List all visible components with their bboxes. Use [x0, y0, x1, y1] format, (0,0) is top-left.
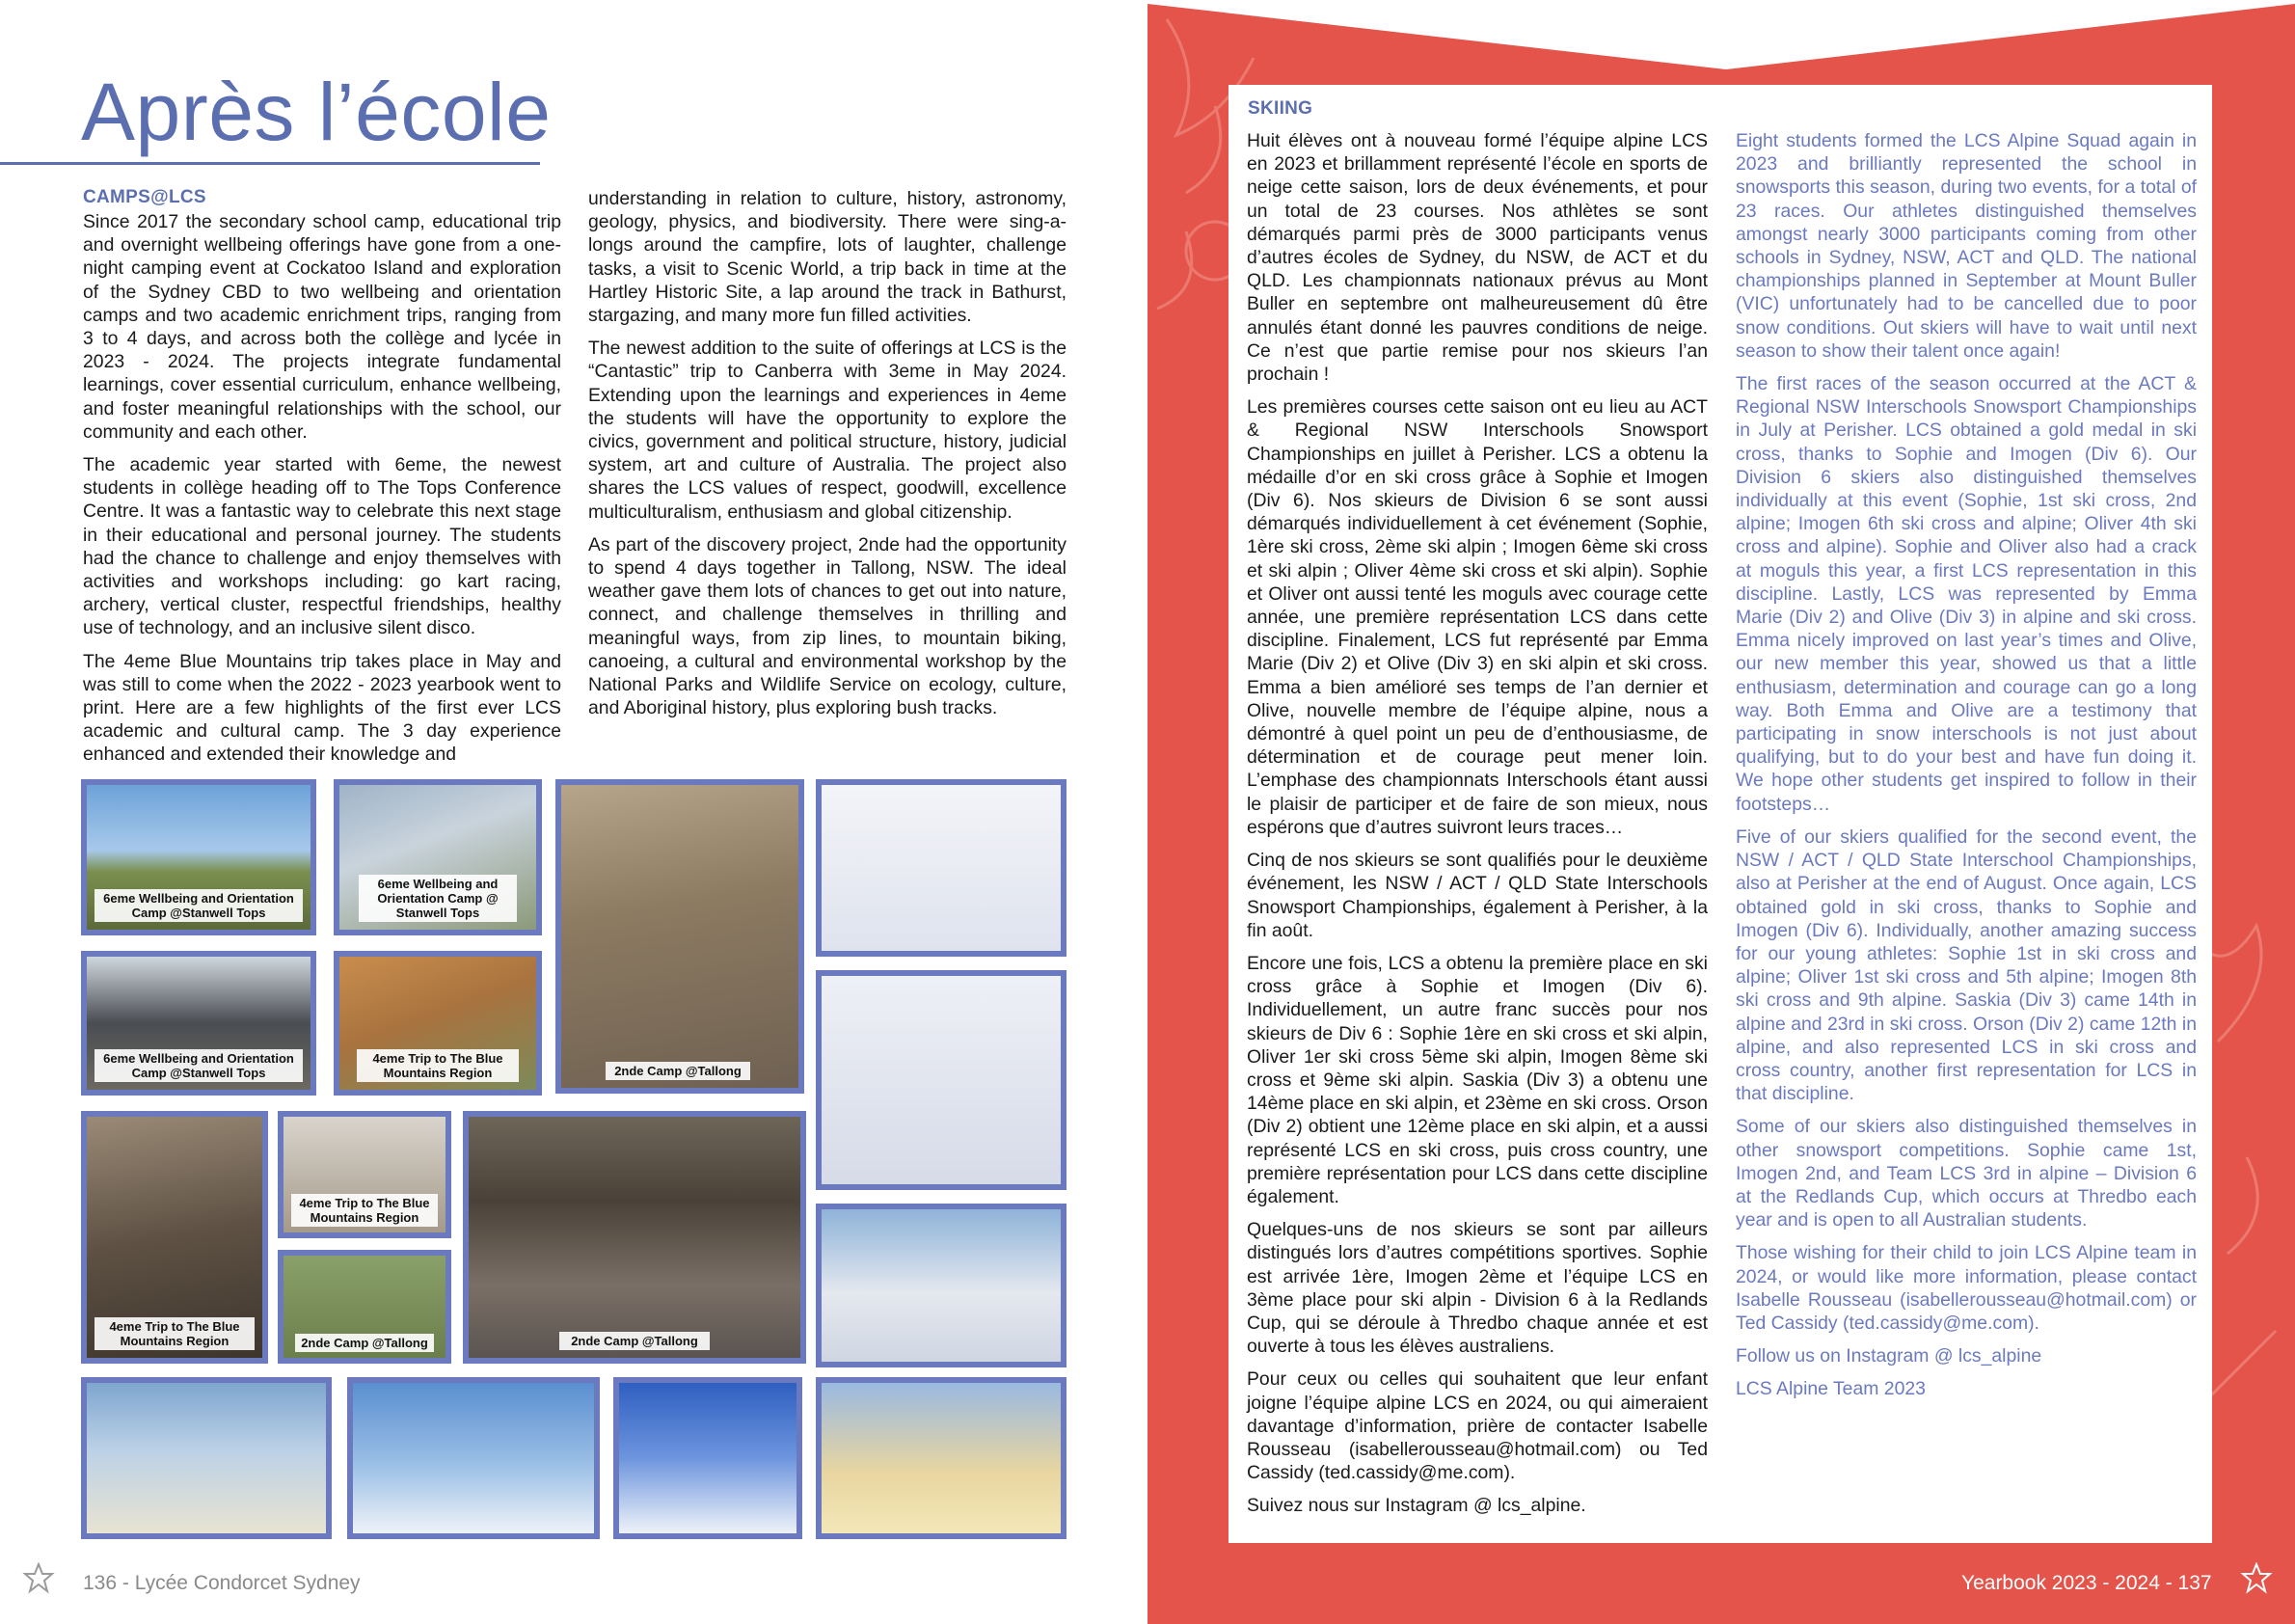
ski-photo — [816, 1377, 1066, 1539]
camp-photo — [278, 1111, 451, 1238]
lcs-emblem-icon — [2239, 1562, 2274, 1597]
skiing-section-title: SKIING — [1248, 98, 1313, 119]
photo-caption: 4eme Trip to The Blue Mountains Region — [357, 1049, 519, 1082]
ski-photo — [816, 970, 1066, 1190]
photo-caption: 6eme Wellbeing and Orientation Camp @Stanwell Tops — [94, 889, 303, 922]
title-underline — [0, 162, 540, 165]
page-footer: Yearbook 2023 - 2024 - 137 — [1961, 1572, 2212, 1594]
camp-photo — [463, 1111, 806, 1364]
camp-photo — [81, 1111, 268, 1364]
camps-paragraph: understanding in relation to culture, history, astronomy, geology, physics, and biodiversity. There were sing-a-longs around the campfire, lots of laughter, challenge tasks, a visit to Scenic World, a trip back in time at the Hartley Historic Site, a lap around the track in Bathurst, stargazing, and many more fun filled activities. — [588, 188, 1066, 327]
page-footer: 136 - Lycée Condorcet Sydney — [83, 1572, 361, 1594]
skiing-paragraph-fr: Cinq de nos skieurs se sont qualifiés pour le deuxième événement, les NSW / ACT / QLD State Interschools Snowsport Championships, également à Perisher, à la fin août. — [1247, 850, 1708, 941]
camp-photo — [81, 779, 316, 935]
camps-paragraph: Since 2017 the secondary school camp, educational trip and overnight wellbeing offerings have gone from a one-night camping event at Cockatoo Island and exploration of the Sydney CBD to two wellbeing and orientation camps and two academic enrichment trips, ranging from 3 to 4 days, and across both the collège and lycée in 2023 - 2024. The projects integrate fundamental learnings, cover essential curriculum, enhance wellbeing, and foster meaningful relationships with the school, our community and each other. — [83, 211, 561, 443]
camps-paragraph: The 4eme Blue Mountains trip takes place in May and was still to come when the 2022 - 2023 yearbook went to print. Here are a few highlights of the first ever LCS academic and cultural camp. The 3 day experience enhanced and extended their knowledge and — [83, 650, 561, 766]
skiing-column-french — [1247, 129, 1708, 1528]
camps-paragraph: The newest addition to the suite of offerings at LCS is the “Cantastic” trip to Canberra with 3eme in May 2024. Extending upon the learnings and experiences in 4eme the students will have the opportunity to explore the civics, government and political structure, history, judicial system, art and culture of Australia. The project also shares the LCS values of respect, goodwill, excellence multiculturalism, enthusiasm and global citizenship. — [588, 338, 1066, 523]
photo-caption: 2nde Camp @Tallong — [295, 1334, 434, 1352]
skiing-paragraph-en: The first races of the season occurred at the ACT & Regional NSW Interschools Snowsport Championships in July at Perisher. LCS obtained a gold medal in ski cross, thanks to Sophie and Imogen (Div 6). Our Division 6 skiers also distinguished themselves individually at this event (Sophie, 1st ski cross, 2nd alpine; Imogen 6th ski cross and alpine; Oliver 4th ski cross and alpine). Sophie and Oliver also had a crack at moguls this year, a first LCS representation in this discipline. Lastly, LCS was represented by Emma Marie (Div 2) and Olive (Div 3) in alpine and ski cross. Emma nicely improved on last year’s times and Olive, our new member this year, showed us that a little enthusiasm, determination and courage can go a long way. Both Emma and Olive are a testimony that participating in snow interschools is not just about qualifying, but to do your best and have fun doing it. We hope other students get inspired to follow in their footsteps… — [1736, 373, 2197, 815]
lcs-emblem-icon — [21, 1562, 56, 1597]
camps-paragraph: The academic year started with 6eme, the newest students in collège heading off to The Tops Conference Centre. It was a fantastic way to celebrate this next stage in their educational and personal journey. The students had the chance to challenge and enjoy themselves with activities and workshops including: go kart racing, archery, vertical cluster, respectful friendships, healthy use of technology, and an inclusive silent disco. — [83, 454, 561, 639]
ski-photo — [613, 1377, 802, 1539]
ski-photo — [816, 1204, 1066, 1367]
skiing-paragraph-en: Eight students formed the LCS Alpine Squad again in 2023 and brilliantly represented the school in snowsports this season, during two events, for a total of 23 races. Our athletes distinguished themselves amongst nearly 3000 participants coming from other schools in Sydney, NSW, ACT and QLD. The national championships planned in September at Mount Buller (VIC) unfortunately had to be cancelled due to poor snow conditions. Out skiers will have to wait until next season to show their talent once again! — [1736, 130, 2197, 362]
skiing-paragraph-fr: Les premières courses cette saison ont eu lieu au ACT & Regional NSW Interschools Snowsport Championships en juillet à Perisher. LCS a obtenu la médaille d’or en ski cross grâce à Sophie et Imogen (Div 6). Nos skieurs de Division 6 se sont aussi démarqués individuellement à cet événement (Sophie, 1ère ski cross, 2ème ski alpin ; Imogen 6ème ski cross et ski alpin ; Oliver 4ème ski cross et ski alpin). Sophie et Oliver ont aussi tenté les moguls avec courage cette année, une première représentation LCS dans cette discipline. Finalement, LCS fut représenté par Emma Marie (Div 2) et Olive (Div 3) en ski alpin et ski cross. Emma a bien amélioré ses temps de l’an dernier et Olive, nouvelle membre de l’équipe alpine, nous a démontré à quel point un peu de d’enthousiasme, de détermination et de courage peut mener loin. L’emphase des championnats Interschools étant aussi le plaisir de participer et de faire de son mieux, nous espérons que d’autres suivront leurs traces… — [1247, 396, 1708, 838]
camps-column-2 — [588, 187, 1066, 729]
photo-caption: 4eme Trip to The Blue Mountains Region — [291, 1194, 438, 1227]
camp-photo — [555, 779, 804, 1094]
ski-photo — [347, 1377, 600, 1539]
skiing-column-english — [1736, 129, 2197, 1411]
ski-photo — [81, 1377, 332, 1539]
photo-caption: 4eme Trip to The Blue Mountains Region — [94, 1317, 255, 1350]
camp-photo — [278, 1250, 451, 1364]
ski-photo — [816, 779, 1066, 957]
camps-paragraph: As part of the discovery project, 2nde had the opportunity to spend 4 days together in Tallong, NSW. The ideal weather gave them lots of chances to get out into nature, connect, and challenge themselves in thrilling and meaningful ways, from zip lines, to mountain biking, canoeing, a cultural and environmental workshop by the National Parks and Wildlife Service on ecology, culture, and Aboriginal history, plus exploring bush tracks. — [588, 533, 1066, 719]
camp-photo — [334, 951, 542, 1096]
photo-caption: 6eme Wellbeing and Orientation Camp @ Stanwell Tops — [359, 875, 517, 922]
page-title: Après l’école — [81, 67, 552, 157]
photo-caption: 6eme Wellbeing and Orientation Camp @Stanwell Tops — [94, 1049, 303, 1082]
camps-column-1 — [83, 210, 561, 776]
skiing-paragraph-en: Some of our skiers also distinguished themselves in other snowsport competitions. Sophie came 1st, Imogen 2nd, and Team LCS 3rd in alpine – Division 6 at the Redlands Cup, which occurs at Thredbo each year and is open to all Australian students. — [1736, 1116, 2197, 1232]
skiing-paragraph-fr: Quelques-uns de nos skieurs se sont par ailleurs distingués lors d’autres compétitions sportives. Sophie est arrivée 1ère, Imogen 2ème et l’équipe LCS en 3ème place pour ski alpin - Division 6 à la Redlands Cup, qui se déroule à Thredbo chaque année et est ouverte à tous les élèves australiens. — [1247, 1219, 1708, 1358]
camp-photo — [81, 951, 316, 1096]
skiing-paragraph-fr: Suivez nous sur Instagram @ lcs_alpine. — [1247, 1495, 1586, 1517]
skiing-paragraph-en: Those wishing for their child to join LCS Alpine team in 2024, or would like more information, please contact Isabelle Rousseau (isabellerousseau@hotmail.com) or Ted Cassidy (ted.cassidy@me.com). — [1736, 1242, 2197, 1334]
skiing-paragraph-fr: Huit élèves ont à nouveau formé l’équipe alpine LCS en 2023 et brillamment représenté l’école en sports de neige cette saison, lors de deux événements, et pour un total de 23 courses. Nos athlètes se sont démarqués parmi près de 3000 participants venus d’autres écoles de Sydney, du NSW, de ACT et du QLD. Les championnats nationaux prévus au Mont Buller en septembre ont malheureusement dû être annulés étant donné les pauvres conditions de neige. Ce n’est que partie remise pour nos skieurs l’an prochain ! — [1247, 130, 1708, 386]
photo-caption: 2nde Camp @Tallong — [559, 1332, 710, 1350]
skiing-paragraph-en: Five of our skiers qualified for the second event, the NSW / ACT / QLD State Interschool Championships, also at Perisher at the end of August. Once again, LCS obtained gold in ski cross, thanks to Sophie and Imogen (Div 6). Individually, another amazing success for our young athletes: Sophie 1st in ski cross and alpine; Oliver 1st ski cross and 5th alpine; Imogen 8th ski cross and 9th alpine. Saskia (Div 3) came 14th in alpine and 23rd in ski cross. Orson (Div 2) came 12th in alpine, and also represented LCS in ski cross and cross country, another first representation for LCS in that discipline. — [1736, 826, 2197, 1105]
photo-caption: 2nde Camp @Tallong — [606, 1062, 750, 1080]
camps-section-title: CAMPS@LCS — [83, 187, 206, 207]
camp-photo — [334, 779, 542, 935]
skiing-paragraph-en: LCS Alpine Team 2023 — [1736, 1378, 1926, 1400]
skiing-paragraph-en: Follow us on Instagram @ lcs_alpine — [1736, 1345, 2042, 1367]
skiing-paragraph-fr: Encore une fois, LCS a obtenu la première place en ski cross grâce à Sophie et Imogen (Div 6). Individuellement, un autre franc succès pour nos skieurs de Div 6 : Sophie 1ère en ski cross et ski alpin, Oliver 1er ski cross 5ème ski alpin, Imogen 8ème ski cross et 9ème ski alpin. Saskia (Div 3) a obtenu une 14ème place en ski alpin, et 23ème en ski cross. Orson (Div 2) obtient une 12ème place en ski alpin, et a aussi représenté LCS en ski cross, puis cross country, une première représentation pour LCS dans cette discipline également. — [1247, 952, 1708, 1207]
skiing-paragraph-fr: Pour ceux ou celles qui souhaitent que leur enfant joigne l’équipe alpine LCS en 2024, ou qui aimeraient davantage d’information, prière de contacter Isabelle Rousseau (isabellerousseau@hotmail.com) ou Ted Cassidy (ted.cassidy@me.com). — [1247, 1368, 1708, 1484]
